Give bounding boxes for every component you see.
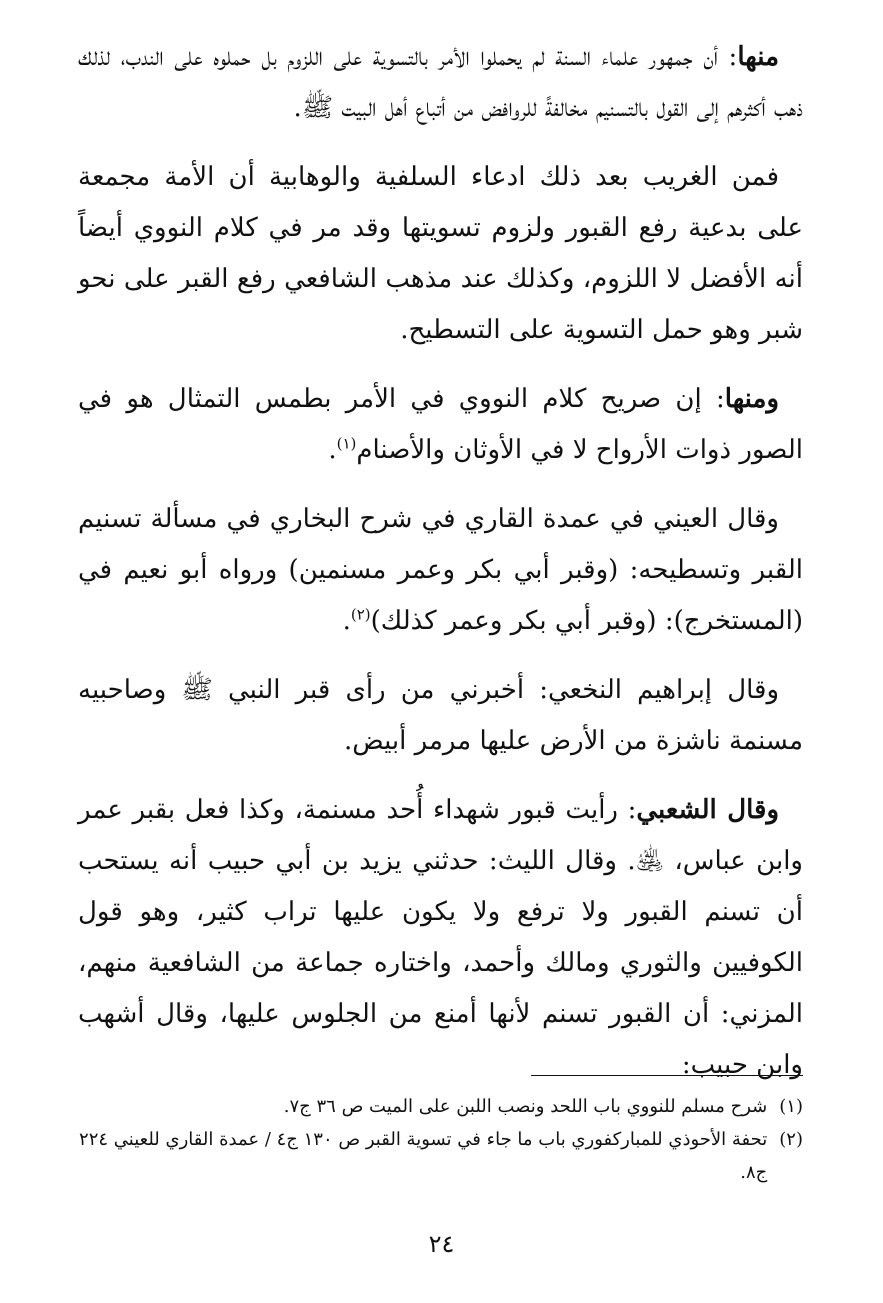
paragraph-4 [78, 494, 803, 647]
paragraph-6 [78, 785, 803, 1091]
paragraph-lead: ومنها [724, 384, 779, 414]
paragraph-2 [78, 152, 803, 356]
paragraph-text: : إن صريح كلام النووي في الأمر بطمس التمثال هو في الصور ذوات الأرواح لا في الأوثان والأصنام [78, 384, 803, 465]
footnote-number: (٢) [779, 1129, 803, 1150]
paragraph-text: وقال إبراهيم النخعي: أخبرني من رأى قبر النبي ﷺ وصاحبيه مسنمة ناشزة من الأرض عليها مرمر أبيض. [78, 675, 803, 756]
footnote-text: شرح مسلم للنووي باب اللحد ونصب اللبن على الميت ص ٣٦ ج٧. [283, 1096, 768, 1117]
paragraph-text: وقال العيني في عمدة القاري في شرح البخاري في مسألة تسنيم القبر وتسطيحه: (وقبر أبي بكر وعمر مسنمين) ورواه أبو نعيم في (المستخرج): (وقبر أبي بكر وعمر كذلك) [78, 504, 803, 636]
paragraph-lead: وقال الشعبي [636, 795, 779, 825]
paragraph-5 [78, 665, 803, 767]
footnote-number: (١) [779, 1096, 803, 1117]
footnote-1 [78, 1090, 803, 1123]
paragraph-tail: . [342, 606, 351, 636]
paragraph-text: : أن جمهور علماء السنة لم يحملوا الأمر بالتسوية على اللزوم بل حملوه على الندب، لذلك ذهب أكثرهم إلى القول بالتسنيم مخالفةً للروافض من أتباع أهل البيت ﷺ. [78, 42, 803, 123]
footnote-text: تحفة الأحوذي للمباركفوري باب ما جاء في تسوية القبر ص ١٣٠ ج٤ / عمدة القاري للعيني ٢٢٤ ج٨. [79, 1129, 768, 1183]
paragraph-tail: . [328, 435, 337, 465]
paragraph-lead: منها [737, 42, 779, 72]
paragraph-text: فمن الغريب بعد ذلك ادعاء السلفية والوهابية أن الأمة مجمعة على بدعية رفع القبور ولزوم تسويتها وقد مر في كلام النووي أيضاً أنه الأفضل لا اللزوم، وكذلك عند مذهب الشافعي رفع القبر على نحو شبر وهو حمل التسوية على التسطيح. [78, 162, 803, 345]
footnotes [78, 1075, 803, 1189]
paragraph-text: : رأيت قبور شهداء أُحد مسنمة، وكذا فعل بقبر عمر وابن عباس، ﵁. وقال الليث: حدثني يزيد بن أبي حبيب أنه يستحب أن تسنم القبور ولا ترفع ولا يكون عليها تراب كثير، وهو قول الكوفيين والثوري ومالك وأحمد، واختاره جماعة من الشافعية منهم، المزني: أن القبور تسنم لأنها أمنع من الجلوس عليها، وقال أشهب وابن حبيب: [78, 795, 803, 1080]
page-number: ٢٤ [428, 1230, 455, 1258]
paragraph-1 [78, 32, 803, 134]
footnote-marker: (١) [336, 434, 357, 453]
footnote-2 [78, 1123, 803, 1189]
footnote-divider [531, 1075, 803, 1076]
paragraph-3 [78, 374, 803, 476]
footnote-marker: (٢) [350, 605, 371, 624]
